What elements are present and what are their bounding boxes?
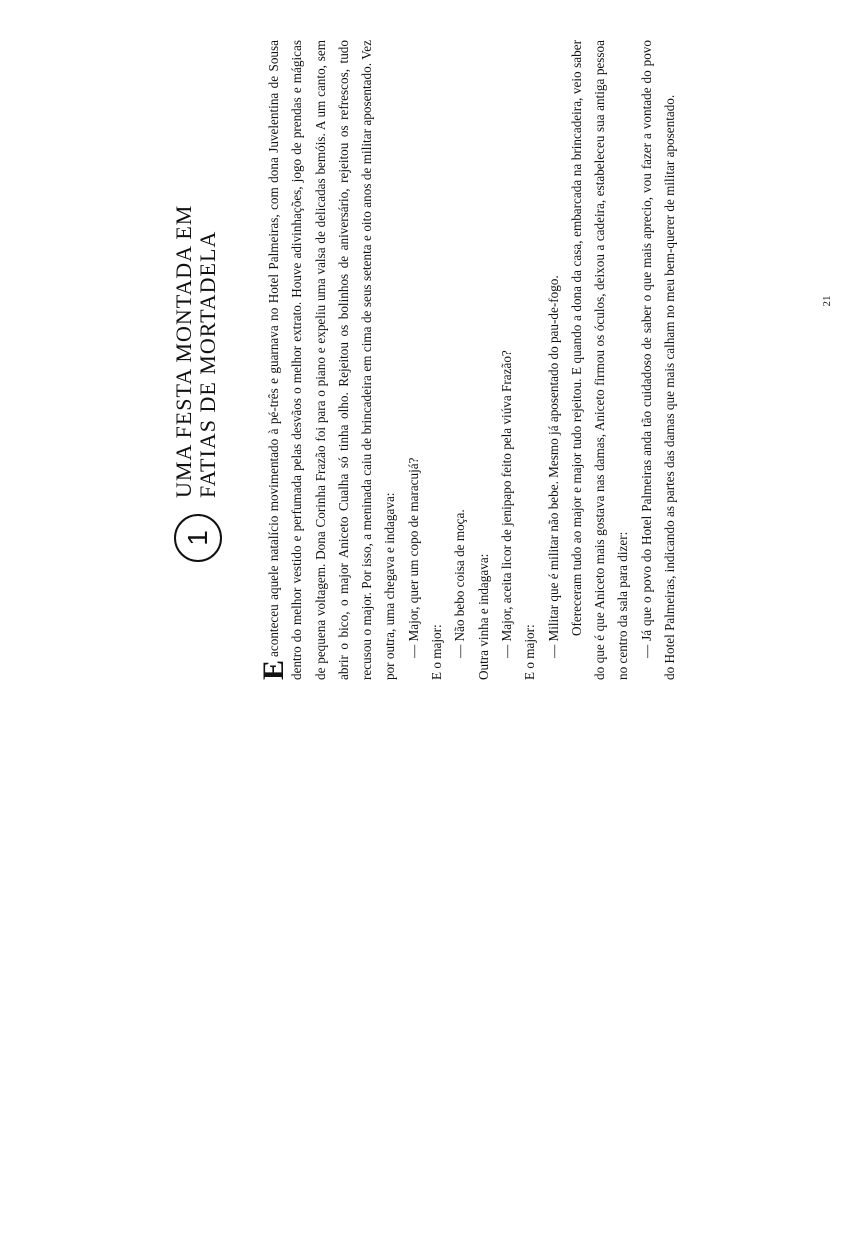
paragraph: Ofereceram tudo ao major e major tudo rejeitou. E quando a dona da casa, embarcada na brincadeira, veio saber do que é que Aniceto mais gostava nas damas, Aniceto firmou os óculos, deixou a cadeira, estabeleceu sua antiga pessoa no centro da sala para dizer: [568, 40, 631, 680]
paragraph-opening-text: aconteceu aquele natalício movimentado à pé-três e guarnava no Hotel Palmeiras, com dona Juvelentina de Sousa dentro do melhor vestido e perfumada pelas desvãos o melhor extrato. Houve adivinhações, jogo de prendas e mágicas de pequena voltagem. Dona Corinha Frazão foi para o piano e expeliu uma valsa de delicadas bemóis. A um canto, sem abrir o bico, o major Aniceto Cualha só tinha olho. Rejeitou os bolinhos de aniversário, rejeitou os refrescos, tudo recusou o major. Por isso, a meninada caiu de brincadeira em cima de seus setenta e oito anos de militar aposentado. Vez por outra, uma chegava e indagava: [266, 40, 398, 680]
chapter-title [172, 78, 220, 498]
paragraph-opening [257, 40, 402, 680]
page-content [170, 40, 678, 680]
chapter-body [257, 40, 681, 680]
page-number: 21 [821, 295, 833, 307]
narration-line: E o major: [522, 624, 538, 680]
dialogue-line: — Militar que é militar não bebe. Mesmo já aposentado do pau-de-fogo. [545, 275, 561, 658]
chapter-title-line-2: FATIAS DE MORTADELA [195, 230, 220, 498]
narration-line: Outra vinha e indagava: [475, 553, 491, 680]
dialogue-line: — Não bebo coisa de moça. [452, 509, 468, 658]
dialogue-line: — Já que o povo do Hotel Palmeiras anda tão cuidadoso de saber o que mais aprecio, vou fazer a vontade do povo do Hotel Palmeiras, indicando as partes das damas que mais calham no meu bem-querer de militar aposentado. [638, 40, 678, 680]
chapter-heading [170, 42, 248, 562]
dialogue-line: — Major, quer um copo de maracujá? [405, 457, 421, 658]
rotated-text-block [170, 40, 678, 680]
dialogue-line: — Major, aceita licor de jenipapo feito pela viúva Frazão? [498, 350, 514, 658]
chapter-title-line-1: UMA FESTA MONTADA EM [171, 204, 196, 498]
drop-cap: E [257, 659, 290, 680]
narration-line: E o major: [429, 624, 445, 680]
chapter-number-badge: 1 [174, 514, 222, 562]
